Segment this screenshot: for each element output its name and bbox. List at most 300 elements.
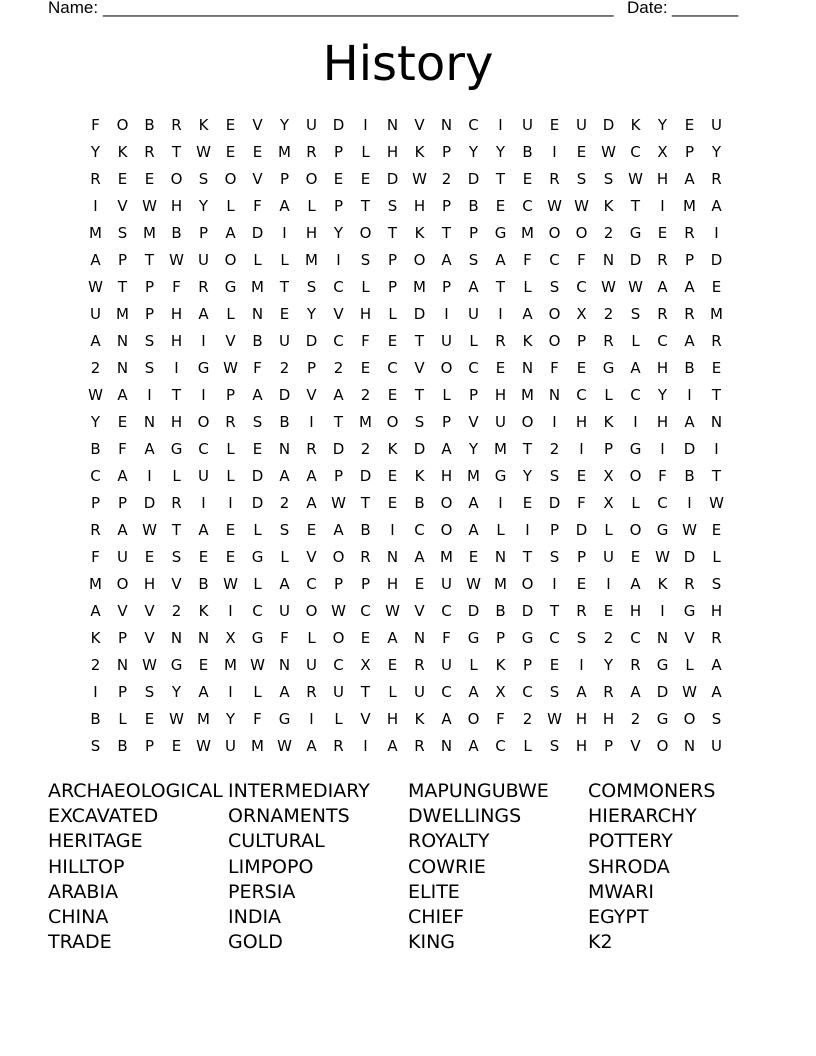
grid-letter: P xyxy=(198,224,209,242)
grid-letter: R xyxy=(414,737,425,755)
word-list-item: KING xyxy=(408,931,455,954)
grid-letter: M xyxy=(440,548,453,566)
grid-letter: T xyxy=(414,332,425,350)
grid-letter: C xyxy=(657,494,668,512)
word-list-item: K2 xyxy=(588,931,613,954)
grid-letter: G xyxy=(494,224,507,242)
grid-letter: W xyxy=(223,575,238,593)
grid-letter: N xyxy=(197,629,210,647)
grid-letter: N xyxy=(251,305,264,323)
word-list-item: CHIEF xyxy=(408,905,465,928)
grid-letter: V xyxy=(144,629,155,647)
grid-letter: L xyxy=(307,197,316,215)
grid-letter: D xyxy=(683,548,696,566)
word-list-item: HERITAGE xyxy=(48,830,143,853)
grid-letter: U xyxy=(603,548,614,566)
grid-letter: U xyxy=(441,575,452,593)
grid-letter: W xyxy=(601,278,616,296)
grid-letter: T xyxy=(630,197,641,215)
grid-letter: N xyxy=(386,116,399,134)
grid-letter: 2 xyxy=(441,170,452,188)
grid-letter: W xyxy=(547,710,562,728)
grid-letter: Y xyxy=(657,116,668,134)
grid-letter: I xyxy=(147,467,152,485)
grid-letter: M xyxy=(89,575,102,593)
grid-letter: F xyxy=(523,251,532,269)
grid-letter: H xyxy=(359,305,372,323)
grid-letter: L xyxy=(388,305,397,323)
grid-letter: R xyxy=(684,575,695,593)
grid-letter: I xyxy=(174,359,179,377)
grid-letter: U xyxy=(414,683,425,701)
grid-letter: C xyxy=(387,359,398,377)
grid-letter: T xyxy=(387,224,398,242)
word-list-item: ELITE xyxy=(408,880,460,903)
grid-letter: V xyxy=(360,710,371,728)
grid-letter: T xyxy=(522,548,533,566)
grid-letter: A xyxy=(387,737,398,755)
grid-letter: G xyxy=(467,629,480,647)
grid-letter: L xyxy=(442,386,451,404)
grid-letter: A xyxy=(441,440,452,458)
grid-letter: R xyxy=(495,332,506,350)
grid-letter: N xyxy=(521,359,534,377)
grid-letter: H xyxy=(494,386,507,404)
grid-letter: A xyxy=(198,521,209,539)
grid-letter: X xyxy=(576,305,587,323)
grid-letter: P xyxy=(117,494,128,512)
grid-letter: V xyxy=(630,737,641,755)
grid-letter: Y xyxy=(495,143,506,161)
grid-letter: C xyxy=(549,629,560,647)
grid-letter: S xyxy=(279,521,290,539)
grid-letter: W xyxy=(385,602,400,620)
grid-letter: I xyxy=(444,305,449,323)
grid-letter: W xyxy=(88,386,103,404)
grid-letter: I xyxy=(201,386,206,404)
grid-letter: I xyxy=(579,656,584,674)
grid-letter: D xyxy=(710,251,723,269)
grid-letter: K xyxy=(495,656,506,674)
grid-letter: A xyxy=(144,440,155,458)
grid-letter: L xyxy=(361,143,370,161)
grid-letter: B xyxy=(495,602,506,620)
grid-letter: A xyxy=(225,224,236,242)
grid-letter: D xyxy=(359,467,372,485)
grid-letter: E xyxy=(495,197,506,215)
grid-letter: L xyxy=(523,278,532,296)
grid-letter: H xyxy=(602,710,615,728)
grid-letter: B xyxy=(360,521,371,539)
grid-letter: E xyxy=(576,467,587,485)
grid-letter: H xyxy=(656,170,669,188)
grid-letter: S xyxy=(387,197,398,215)
grid-letter: D xyxy=(548,494,561,512)
grid-letter: R xyxy=(630,656,641,674)
grid-letter: 2 xyxy=(549,440,560,458)
grid-letter: E xyxy=(684,116,695,134)
grid-letter: A xyxy=(711,656,722,674)
grid-letter: M xyxy=(251,737,264,755)
grid-letter: I xyxy=(282,224,287,242)
grid-letter: A xyxy=(684,332,695,350)
grid-letter: A xyxy=(252,386,263,404)
grid-letter: A xyxy=(90,602,101,620)
grid-letter: E xyxy=(549,116,560,134)
grid-letter: E xyxy=(522,170,533,188)
grid-letter: O xyxy=(440,359,453,377)
grid-letter: C xyxy=(441,683,452,701)
grid-letter: R xyxy=(171,116,182,134)
grid-letter: D xyxy=(251,224,264,242)
grid-letter: A xyxy=(117,521,128,539)
grid-letter: V xyxy=(171,575,182,593)
grid-letter: L xyxy=(631,332,640,350)
grid-letter: D xyxy=(683,440,696,458)
grid-letter: I xyxy=(579,440,584,458)
grid-letter: L xyxy=(712,548,721,566)
grid-letter: R xyxy=(684,224,695,242)
grid-letter: S xyxy=(711,710,722,728)
grid-letter: X xyxy=(603,494,614,512)
grid-letter: E xyxy=(198,548,209,566)
date-field-line: _______ xyxy=(672,0,739,17)
grid-letter: C xyxy=(468,359,479,377)
grid-letter: L xyxy=(496,521,505,539)
grid-letter: P xyxy=(306,359,317,377)
grid-letter: D xyxy=(413,305,426,323)
grid-letter: C xyxy=(576,278,587,296)
grid-letter: R xyxy=(198,278,209,296)
grid-letter: V xyxy=(225,332,236,350)
grid-letter: U xyxy=(522,116,533,134)
grid-letter: N xyxy=(494,548,507,566)
grid-letter: S xyxy=(603,170,614,188)
grid-letter: H xyxy=(305,224,318,242)
grid-letter: O xyxy=(548,332,561,350)
grid-letter: R xyxy=(711,170,722,188)
grid-letter: U xyxy=(279,332,290,350)
grid-letter: C xyxy=(630,386,641,404)
grid-letter: L xyxy=(361,278,370,296)
grid-letter: T xyxy=(171,143,182,161)
grid-letter: F xyxy=(442,629,451,647)
grid-letter: W xyxy=(574,197,589,215)
grid-letter: A xyxy=(90,332,101,350)
grid-letter: L xyxy=(685,656,694,674)
grid-letter: D xyxy=(467,170,480,188)
grid-letter: S xyxy=(90,737,101,755)
grid-letter: M xyxy=(278,143,291,161)
grid-letter: L xyxy=(604,386,613,404)
grid-letter: Y xyxy=(279,116,290,134)
grid-letter: R xyxy=(684,305,695,323)
grid-letter: M xyxy=(143,224,156,242)
grid-letter: M xyxy=(467,467,480,485)
grid-letter: A xyxy=(684,278,695,296)
grid-letter: L xyxy=(118,710,127,728)
grid-letter: A xyxy=(468,737,479,755)
grid-letter: D xyxy=(656,683,669,701)
grid-letter: G xyxy=(656,521,669,539)
grid-letter: A xyxy=(306,467,317,485)
grid-letter: F xyxy=(118,440,127,458)
grid-letter: H xyxy=(143,575,156,593)
grid-letter: L xyxy=(172,467,181,485)
grid-letter: W xyxy=(88,278,103,296)
grid-letter: U xyxy=(468,305,479,323)
grid-letter: H xyxy=(413,197,426,215)
name-field-line: ______________________________________________________ xyxy=(103,0,614,17)
grid-letter: A xyxy=(198,305,209,323)
grid-letter: L xyxy=(226,440,235,458)
grid-letter: L xyxy=(280,251,289,269)
grid-letter: 2 xyxy=(522,710,533,728)
grid-letter: E xyxy=(576,575,587,593)
grid-letter: A xyxy=(117,467,128,485)
grid-letter: S xyxy=(117,224,128,242)
grid-letter: P xyxy=(333,143,344,161)
grid-letter: D xyxy=(251,467,264,485)
grid-letter: M xyxy=(197,710,210,728)
grid-letter: M xyxy=(305,251,318,269)
header xyxy=(48,0,748,20)
grid-letter: L xyxy=(631,494,640,512)
grid-letter: 2 xyxy=(279,359,290,377)
grid-letter: L xyxy=(253,683,262,701)
grid-letter: O xyxy=(386,413,399,431)
grid-letter: F xyxy=(253,197,262,215)
grid-letter: N xyxy=(440,737,453,755)
grid-letter: F xyxy=(253,710,262,728)
grid-letter: A xyxy=(522,305,533,323)
grid-letter: P xyxy=(441,197,452,215)
grid-letter: V xyxy=(414,116,425,134)
grid-letter: V xyxy=(684,629,695,647)
grid-letter: U xyxy=(279,602,290,620)
word-list-item: LIMPOPO xyxy=(228,855,314,878)
grid-letter: I xyxy=(498,305,503,323)
grid-letter: B xyxy=(117,737,128,755)
grid-letter: H xyxy=(386,575,399,593)
grid-letter: G xyxy=(656,710,669,728)
grid-letter: U xyxy=(711,116,722,134)
grid-letter: O xyxy=(332,548,345,566)
grid-letter: P xyxy=(117,683,128,701)
grid-letter: A xyxy=(441,710,452,728)
grid-letter: Y xyxy=(468,440,479,458)
word-list-item: INDIA xyxy=(228,905,282,928)
word-list-item: SHRODA xyxy=(588,855,670,878)
grid-letter: B xyxy=(414,494,425,512)
grid-letter: U xyxy=(306,656,317,674)
grid-letter: N xyxy=(710,413,723,431)
grid-letter: A xyxy=(279,683,290,701)
word-list-item: DWELLINGS xyxy=(408,805,522,828)
grid-letter: W xyxy=(331,494,346,512)
grid-letter: N xyxy=(386,548,399,566)
grid-letter: A xyxy=(630,359,641,377)
grid-letter: S xyxy=(198,170,209,188)
grid-letter: M xyxy=(251,278,264,296)
grid-letter: D xyxy=(305,332,318,350)
grid-letter: R xyxy=(549,170,560,188)
word-list-item: MWARI xyxy=(588,880,654,903)
grid-letter: V xyxy=(333,305,344,323)
grid-letter: R xyxy=(576,602,587,620)
grid-letter: I xyxy=(309,710,314,728)
grid-letter: I xyxy=(552,143,557,161)
grid-letter: B xyxy=(522,143,533,161)
grid-letter: R xyxy=(711,629,722,647)
grid-letter: O xyxy=(305,170,318,188)
grid-letter: F xyxy=(577,494,586,512)
grid-letter: H xyxy=(656,413,669,431)
grid-letter: T xyxy=(711,386,722,404)
grid-letter: O xyxy=(224,170,237,188)
grid-letter: B xyxy=(171,224,182,242)
grid-letter: N xyxy=(116,656,129,674)
word-list-item: TRADE xyxy=(48,931,112,954)
grid-letter: Y xyxy=(198,197,209,215)
grid-letter: E xyxy=(117,170,128,188)
grid-letter: A xyxy=(198,683,209,701)
grid-letter: U xyxy=(495,413,506,431)
grid-letter: L xyxy=(253,251,262,269)
grid-letter: D xyxy=(332,440,345,458)
grid-letter: I xyxy=(552,575,557,593)
grid-letter: E xyxy=(360,359,371,377)
grid-letter: O xyxy=(521,413,534,431)
grid-letter: O xyxy=(359,224,372,242)
grid-letter: A xyxy=(684,413,695,431)
grid-letter: K xyxy=(630,116,641,134)
grid-letter: B xyxy=(279,413,290,431)
grid-letter: O xyxy=(116,575,129,593)
grid-letter: I xyxy=(687,494,692,512)
grid-letter: T xyxy=(522,440,533,458)
grid-letter: V xyxy=(144,602,155,620)
grid-letter: I xyxy=(714,224,719,242)
grid-letter: H xyxy=(629,602,642,620)
grid-letter: I xyxy=(93,683,98,701)
grid-letter: N xyxy=(278,656,291,674)
grid-letter: E xyxy=(657,224,668,242)
grid-letter: E xyxy=(279,305,290,323)
word-list-item: ORNAMENTS xyxy=(228,805,350,828)
grid-letter: 2 xyxy=(279,494,290,512)
grid-letter: E xyxy=(171,737,182,755)
grid-letter: I xyxy=(336,251,341,269)
grid-letter: E xyxy=(225,521,236,539)
grid-letter: W xyxy=(223,359,238,377)
grid-letter: A xyxy=(387,629,398,647)
word-list-item: EXCAVATED xyxy=(48,805,159,828)
grid-letter: A xyxy=(414,548,425,566)
grid-letter: G xyxy=(602,359,615,377)
grid-letter: E xyxy=(306,521,317,539)
grid-letter: P xyxy=(117,629,128,647)
grid-letter: A xyxy=(711,197,722,215)
grid-letter: P xyxy=(225,386,236,404)
grid-letter: L xyxy=(469,656,478,674)
grid-letter: V xyxy=(414,359,425,377)
grid-letter: A xyxy=(333,386,344,404)
grid-letter: P xyxy=(441,143,452,161)
grid-letter: I xyxy=(660,602,665,620)
grid-letter: H xyxy=(170,332,183,350)
grid-letter: S xyxy=(252,413,263,431)
grid-letter: K xyxy=(603,197,614,215)
grid-letter: O xyxy=(656,737,669,755)
grid-letter: C xyxy=(252,602,263,620)
grid-letter: E xyxy=(387,656,398,674)
grid-letter: S xyxy=(630,305,641,323)
grid-letter: E xyxy=(630,548,641,566)
grid-letter: R xyxy=(414,656,425,674)
date-label: Date: xyxy=(627,0,668,17)
grid-letter: E xyxy=(603,602,614,620)
grid-letter: P xyxy=(360,575,371,593)
grid-letter: I xyxy=(228,494,233,512)
grid-letter: R xyxy=(144,143,155,161)
grid-letter: W xyxy=(169,710,184,728)
word-list-item: POTTERY xyxy=(588,830,673,853)
word-list-item: INTERMEDIARY xyxy=(228,780,370,802)
grid-letter: A xyxy=(90,251,101,269)
grid-letter: H xyxy=(575,737,588,755)
grid-letter: A xyxy=(279,197,290,215)
grid-letter: Y xyxy=(711,143,722,161)
grid-letter: P xyxy=(603,440,614,458)
grid-letter: K xyxy=(198,116,209,134)
grid-letter: P xyxy=(468,224,479,242)
grid-letter: U xyxy=(576,116,587,134)
grid-letter: R xyxy=(603,683,614,701)
grid-letter: Y xyxy=(603,656,614,674)
word-list xyxy=(48,779,768,955)
grid-letter: W xyxy=(466,575,481,593)
grid-letter: E xyxy=(414,575,425,593)
grid-letter: O xyxy=(521,575,534,593)
grid-letter: C xyxy=(333,278,344,296)
grid-letter: P xyxy=(144,278,155,296)
grid-letter: C xyxy=(630,143,641,161)
grid-letter: E xyxy=(225,548,236,566)
grid-letter: O xyxy=(116,116,129,134)
grid-letter: P xyxy=(144,737,155,755)
grid-letter: O xyxy=(440,494,453,512)
grid-letter: G xyxy=(251,629,264,647)
grid-letter: W xyxy=(682,521,697,539)
grid-letter: G xyxy=(494,467,507,485)
grid-letter: U xyxy=(117,548,128,566)
grid-letter: R xyxy=(90,170,101,188)
grid-letter: E xyxy=(522,494,533,512)
grid-letter: G xyxy=(629,224,642,242)
grid-letter: R xyxy=(333,737,344,755)
grid-letter: L xyxy=(307,629,316,647)
grid-letter: A xyxy=(279,575,290,593)
grid-letter: S xyxy=(576,629,587,647)
grid-letter: L xyxy=(226,197,235,215)
grid-letter: V xyxy=(468,413,479,431)
grid-letter: N xyxy=(170,629,183,647)
grid-letter: R xyxy=(306,683,317,701)
grid-letter: H xyxy=(656,359,669,377)
grid-letter: G xyxy=(683,602,696,620)
word-list-item: ARABIA xyxy=(48,880,119,903)
